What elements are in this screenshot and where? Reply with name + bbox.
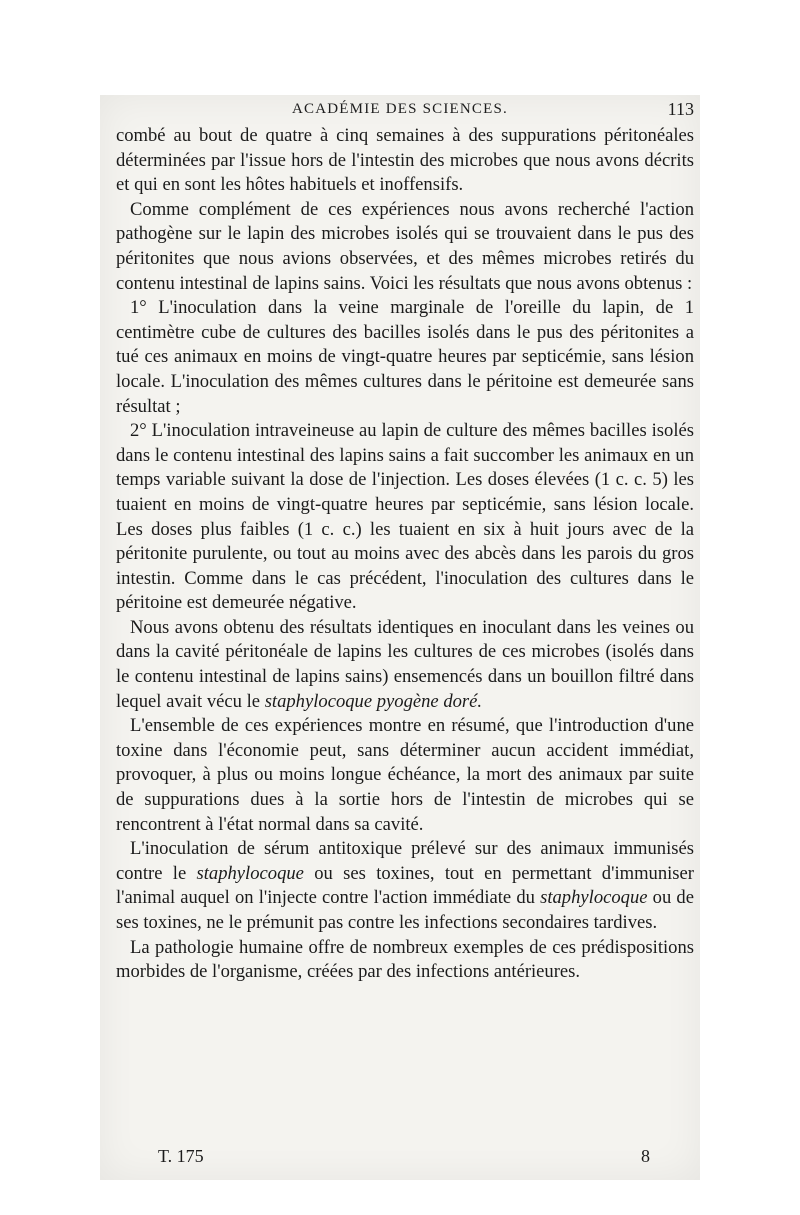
- page-number: 113: [667, 99, 694, 119]
- signature-mark: T. 175: [158, 1146, 204, 1166]
- paragraph-5: [116, 616, 694, 714]
- paragraph-3: 1° L'inoculation dans la veine marginale de l'oreille du lapin, de 1 centimètre cube de cultures des bacilles isolés dans le pus des péritonites a tué ces animaux en moins de vingt-quatre heures par septicémie, sans lésion locale. L'inoculation des mêmes cultures dans le péritoine est demeurée sans résultat ;: [116, 297, 694, 417]
- paragraph-7-italic-1: staphylocoque: [196, 862, 304, 884]
- paragraph-4: 2° L'inoculation intraveineuse au lapin de culture des mêmes bacilles isolés dans le contenu intestinal des lapins sains a fait succomber les animaux en un temps variable suivant la dose de l'injection. Les doses élevées (1 c. c. 5) les tuaient en moins de vingt-quatre heures par septicémie, sans lésion locale. Les doses plus faibles (1 c. c.) les tuaient en six à huit jours avec de la péritonite purulente, ou tout au moins avec des abcès dans les parois du gros intestin. Comme dans le cas précédent, l'inoculation des cultures dans le péritoine est demeurée négative.: [116, 420, 694, 614]
- paragraph-5-italic: staphylocoque pyogène doré.: [264, 690, 483, 712]
- page-footer: [116, 1146, 694, 1172]
- paragraph-6: L'ensemble de ces expériences montre en résumé, que l'introduction d'une toxine dans l'économie peut, sans déterminer aucun accident immédiat, provoquer, à plus ou moins longue échéance, la mort des animaux par suite de suppurations dues à la sortie hors de l'intestin de microbes qui se rencontrent à l'état normal dans sa cavité.: [116, 715, 694, 835]
- paragraph-7: [116, 837, 694, 935]
- sheet-number: 8: [641, 1146, 650, 1166]
- paragraph-7-text-c: ou de ses toxines, ne le prémunit pas contre les infections secondaires tardives.: [116, 887, 694, 933]
- body-text: [116, 124, 694, 985]
- paragraph-7-text-a: L'inoculation de sérum antitoxique prélevé sur des animaux immunisés contre le: [116, 838, 694, 884]
- running-title: ACADÉMIE DES SCIENCES.: [292, 101, 508, 117]
- paragraph-7-text-b: ou ses toxines, tout en permettant d'immuniser l'animal auquel on l'injecte contre l'action immédiate du: [116, 862, 694, 909]
- paragraph-7-italic-2: staphylocoque: [540, 887, 648, 909]
- paragraph-1: combé au bout de quatre à cinq semaines à des suppurations péritonéales déterminées par l'issue hors de l'intestin des microbes que nous avons décrits et qui en sont les hôtes habituels et inoffensifs.: [116, 125, 694, 196]
- paragraph-5-text: Nous avons obtenu des résultats identiques en inoculant dans les veines ou dans la cavité péritonéale de lapins les cultures de ces microbes (isolés dans le contenu intestinal de lapins sains) ensemencés dans un bouillon filtré dans lequel avait vécu le: [116, 616, 694, 712]
- paragraph-2: Comme complément de ces expériences nous avons recherché l'action pathogène sur le lapin des microbes isolés qui se trouvaient dans le pus des péritonites que nous avions observées, et des mêmes microbes retirés du contenu intestinal de lapins sains. Voici les résultats que nous avons obtenus :: [116, 198, 694, 294]
- paragraph-8: La pathologie humaine offre de nombreux exemples de ces prédispositions morbides de l'organisme, créées par des infections antérieures.: [116, 936, 694, 983]
